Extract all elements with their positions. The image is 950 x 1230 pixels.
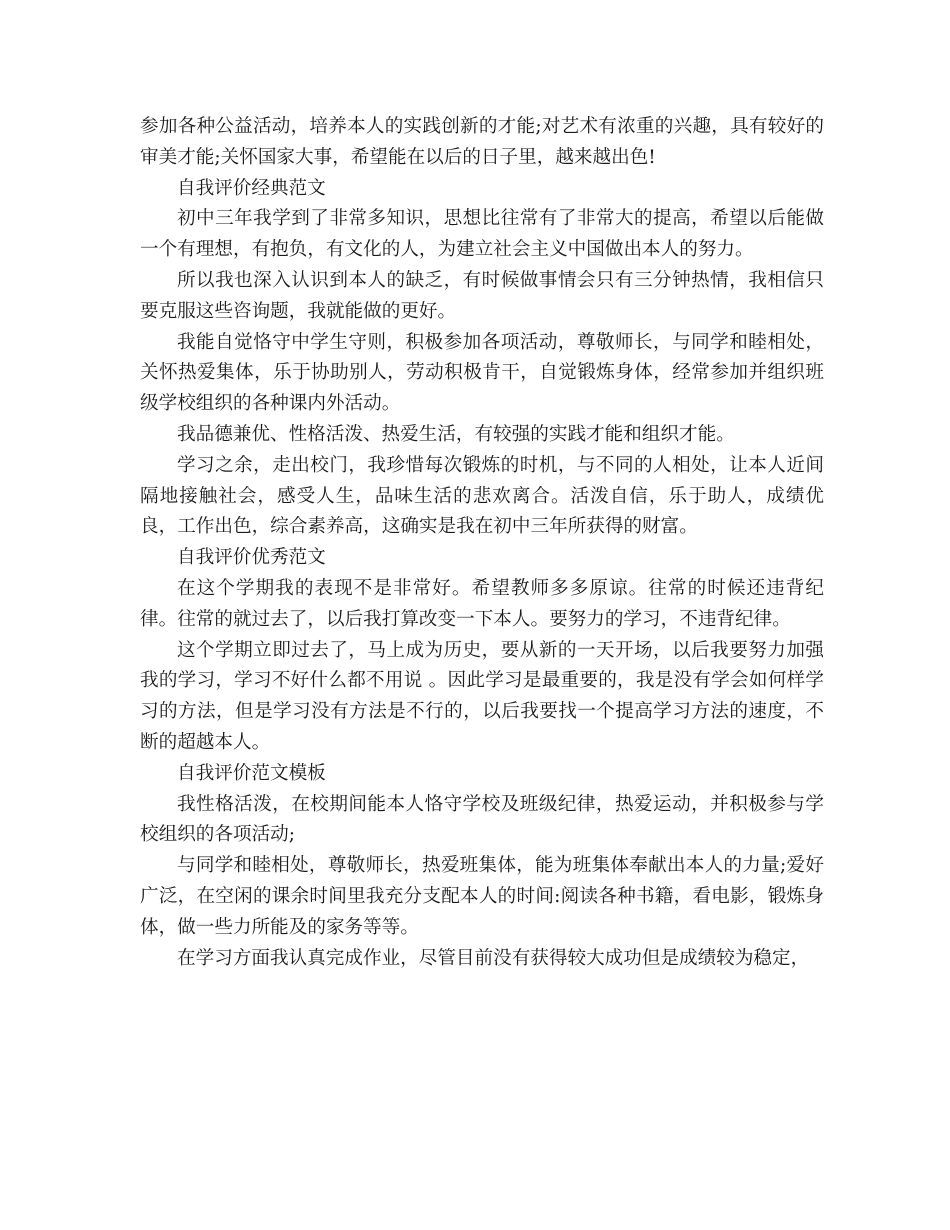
paragraph: 参加各种公益活动，培养本人的实践创新的才能;对艺术有浓重的兴趣，具有较好的审美才能;关怀国家大事，希望能在以后的日子里，越来越出色! xyxy=(140,116,824,168)
paragraph: 初中三年我学到了非常多知识，思想比往常有了非常大的提高，希望以后能做一个有理想，有抱负，有文化的人，为建立社会主义中国做出本人的努力。 xyxy=(140,208,824,261)
paragraph: 我能自觉恪守中学生守则，积极参加各项活动，尊敬师长，与同学和睦相处，关怀热爱集体，乐于协助别人，劳动积极肯干，自觉锻炼身体，经常参加并组织班级学校组织的各种课内外活动。 xyxy=(140,331,824,415)
paragraph: 我性格活泼，在校期间能本人恪守学校及班级纪律，热爱运动，并积极参与学校组织的各项活动; xyxy=(140,793,824,846)
paragraph: 与同学和睦相处，尊敬师长，热爱班集体，能为班集体奉献出本人的力量;爱好广泛，在空闲的课余时间里我充分支配本人的时间:阅读各种书籍，看电影，锻炼身体，做一些力所能及的家务等等。 xyxy=(140,855,824,938)
paragraph: 学习之余，走出校门，我珍惜每次锻炼的时机，与不同的人相处，让本人近间隔地接触社会，感受人生，品味生活的悲欢离合。活泼自信，乐于助人，成绩优良，工作出色，综合素养高，这确实是我在初中三年所获得的财富。 xyxy=(140,454,824,538)
paragraph: 在这个学期我的表现不是非常好。希望教师多多原谅。往常的时候还违背纪律。往常的就过去了，以后我打算改变一下本人。要努力的学习，不违背纪律。 xyxy=(140,577,824,630)
document-page xyxy=(140,112,824,974)
paragraph: 所以我也深入认识到本人的缺乏，有时候做事情会只有三分钟热情，我相信只要克服这些咨询题，我就能做的更好。 xyxy=(140,269,824,322)
paragraph: 在学习方面我认真完成作业，尽管目前没有获得较大成功但是成绩较为稳定， xyxy=(177,947,810,969)
section-heading: 自我评价优秀范文 xyxy=(177,547,326,569)
paragraph: 我品德兼优、性格活泼、热爱生活，有较强的实践才能和组织才能。 xyxy=(177,423,735,445)
section-heading: 自我评价范文模板 xyxy=(177,762,326,784)
section-heading: 自我评价经典范文 xyxy=(177,177,326,199)
paragraph: 这个学期立即过去了，马上成为历史，要从新的一天开场，以后我要努力加强我的学习，学习不好什么都不用说 。因此学习是最重要的，我是没有学会如何样学习的方法，但是学习没有方法是不行的，以后我要找一个提高学习方法的速度，不断的超越本人。 xyxy=(140,639,824,753)
